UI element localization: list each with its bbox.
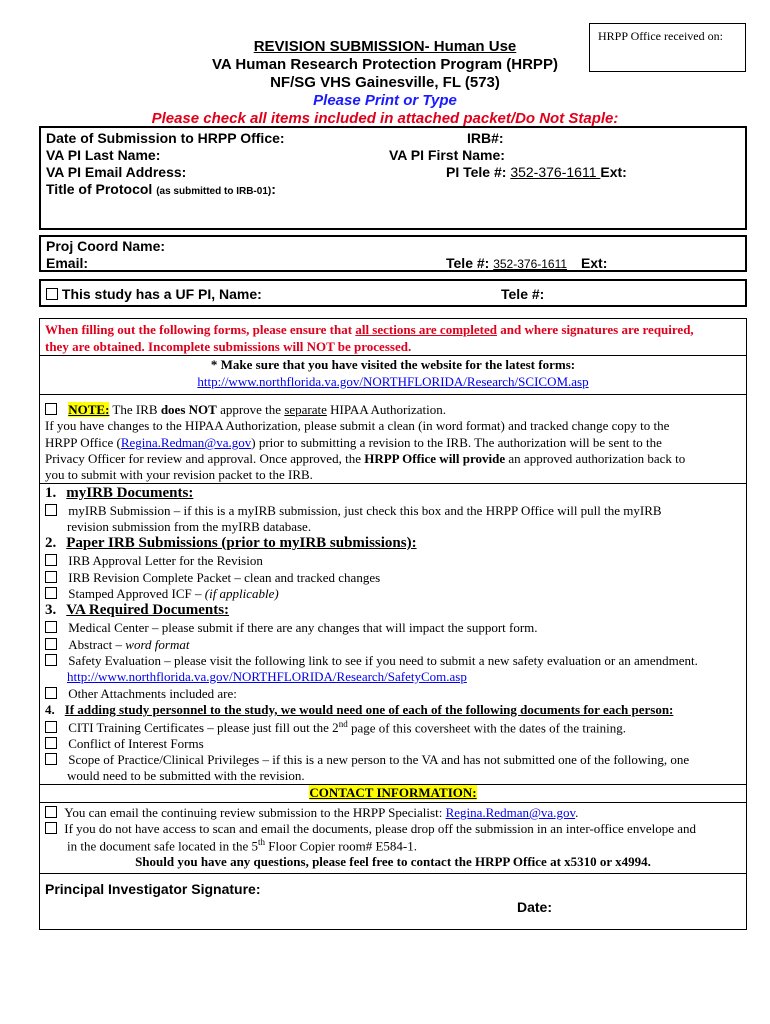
uf-pi-label: This study has a UF PI, Name: <box>61 286 262 302</box>
drop-off-cont: in the document safe located in the 5th Floor Copier room# E584-1. <box>67 837 417 854</box>
print-note: Please Print or Type <box>313 92 457 109</box>
scope-practice-row[interactable]: Scope of Practice/Clinical Privileges – if this is a new person to the VA and has not submitted one of the following, one <box>45 752 689 768</box>
pi-tele-row[interactable] <box>446 164 627 180</box>
redman-email-link[interactable]: Regina.Redman@va.gov <box>120 435 252 450</box>
section-3-heading: 3. VA Required Documents: <box>45 602 230 618</box>
email-submission-row[interactable]: You can email the continuing review submission to the HRPP Specialist: Regina.Redman@va.gov. <box>45 805 578 821</box>
uf-pi-box <box>39 279 747 307</box>
citi-training-checkbox[interactable] <box>45 721 57 733</box>
check-note: Please check all items included in attached packet/Do Not Staple: <box>151 110 619 127</box>
pi-email-label[interactable]: VA PI Email Address: <box>46 164 187 180</box>
website-note: * Make sure that you have visited the website for the latest forms: <box>210 357 576 372</box>
coord-tele-row[interactable] <box>446 255 607 271</box>
protocol-title-label: Title of Protocol <box>46 181 153 197</box>
safety-evaluation-checkbox[interactable] <box>45 654 57 666</box>
section-1-heading: 1. myIRB Documents: <box>45 485 194 501</box>
note-line-5: you to submit with your revision packet to the IRB. <box>45 467 313 482</box>
specialist-email-link[interactable]: Regina.Redman@va.gov <box>445 805 576 820</box>
all-sections-emphasis: all sections are completed <box>355 322 497 337</box>
uf-tele-label[interactable]: Tele #: <box>501 286 545 302</box>
irb-number-label[interactable]: IRB#: <box>467 130 504 146</box>
program-name: VA Human Research Protection Program (HRPP) <box>212 56 558 73</box>
pi-last-name-label[interactable]: VA PI Last Name: <box>46 147 161 163</box>
instructions-line-1: When filling out the following forms, please ensure that all sections are completed and where signatures are required, <box>45 322 694 337</box>
instructions-line-2: they are obtained. Incomplete submissions will NOT be processed. <box>45 339 412 354</box>
pi-ext-label: Ext: <box>600 164 627 180</box>
citi-training-row[interactable]: CITI Training Certificates – please just fill out the 2nd page of this coversheet with the dates of the training. <box>45 719 626 736</box>
abstract-checkbox[interactable] <box>45 638 57 650</box>
other-attachments-checkbox[interactable] <box>45 687 57 699</box>
irb-approval-letter-row[interactable]: IRB Approval Letter for the Revision <box>45 553 263 569</box>
scope-practice-checkbox[interactable] <box>45 753 57 765</box>
received-label: HRPP Office received on: <box>598 29 723 43</box>
protocol-title-sub: (as submitted to IRB-01) <box>156 186 272 197</box>
irb-revision-checkbox[interactable] <box>45 571 57 583</box>
coord-tele-value: 352-376-1611 <box>493 257 568 271</box>
signature-date-label[interactable]: Date: <box>517 899 553 915</box>
coord-email-label[interactable]: Email: <box>46 255 89 271</box>
safety-link[interactable]: http://www.northflorida.va.gov/NORTHFLORIDA/Research/SafetyCom.asp <box>67 669 467 684</box>
submission-date-label[interactable]: Date of Submission to HRPP Office: <box>46 130 285 146</box>
email-submission-checkbox[interactable] <box>45 806 57 818</box>
uf-pi-checkbox[interactable] <box>46 288 58 300</box>
contact-heading: CONTACT INFORMATION: <box>309 785 477 800</box>
safety-url-row <box>67 669 467 685</box>
pi-info-box <box>39 126 747 230</box>
pi-tele-label: PI Tele #: <box>446 164 507 180</box>
uf-pi-row[interactable] <box>46 286 262 302</box>
coord-tele-label: Tele #: <box>446 255 490 271</box>
irb-revision-packet-row[interactable]: IRB Revision Complete Packet – clean and tracked changes <box>45 570 380 586</box>
irb-approval-checkbox[interactable] <box>45 554 57 566</box>
safety-evaluation-row[interactable]: Safety Evaluation – please visit the following link to see if you need to submit a new safety evaluation or an amendment. <box>45 653 698 669</box>
location: NF/SG VHS Gainesville, FL (573) <box>270 74 500 91</box>
myirb-checkbox[interactable] <box>45 504 57 516</box>
drop-off-checkbox[interactable] <box>45 822 57 834</box>
hipaa-note-checkbox[interactable] <box>45 403 57 415</box>
note-line-4: Privacy Officer for review and approval. Once approved, the HRPP Office will provide an approved authorization back to <box>45 451 686 466</box>
hipaa-note-row[interactable]: NOTE: The IRB does NOT approve the separate HIPAA Authorization. <box>45 402 446 418</box>
questions-contact: Should you have any questions, please feel free to contact the HRPP Office at x5310 or x4994. <box>135 854 651 869</box>
note-line-3: HRPP Office (Regina.Redman@va.gov) prior to submitting a revision to the IRB. The authorization will be sent to the <box>45 435 662 450</box>
section-2-heading: 2. Paper IRB Submissions (prior to myIRB submissions): <box>45 535 417 551</box>
medical-center-row[interactable]: Medical Center – please submit if there are any changes that will impact the support form. <box>45 620 538 636</box>
website-link[interactable]: http://www.northflorida.va.gov/NORTHFLORIDA/Research/SCICOM.asp <box>197 374 589 389</box>
scope-practice-cont: would need to be submitted with the revision. <box>67 768 305 783</box>
form-title: REVISION SUBMISSION- Human Use <box>253 38 517 55</box>
coordinator-box <box>39 235 747 272</box>
other-attachments-row[interactable]: Other Attachments included are: <box>45 686 237 702</box>
contact-heading-wrap <box>40 785 746 801</box>
conflict-interest-checkbox[interactable] <box>45 737 57 749</box>
medical-center-checkbox[interactable] <box>45 621 57 633</box>
coord-ext-label: Ext: <box>580 255 608 271</box>
drop-off-row[interactable]: If you do not have access to scan and email the documents, please drop off the submission in an inter-office envelope and <box>45 821 696 837</box>
protocol-title-row[interactable]: Title of Protocol (as submitted to IRB-01): <box>46 181 276 197</box>
stamped-icf-checkbox[interactable] <box>45 587 57 599</box>
stamped-icf-row[interactable]: Stamped Approved ICF – (if applicable) <box>45 586 279 602</box>
website-url <box>40 374 746 390</box>
note-label: NOTE: <box>68 402 110 417</box>
note-line-2: If you have changes to the HIPAA Authorization, please submit a clean (in word format) and tracked change copy to the <box>45 418 670 433</box>
section-4-heading: 4. If adding study personnel to the study, we would need one of each of the following documents for each person: <box>45 702 674 717</box>
conflict-interest-row[interactable]: Conflict of Interest Forms <box>45 736 204 752</box>
checklist-box <box>39 318 747 930</box>
pi-first-name-label[interactable]: VA PI First Name: <box>389 147 505 163</box>
myirb-submission-cont: revision submission from the myIRB database. <box>67 519 312 534</box>
pi-signature-label[interactable]: Principal Investigator Signature: <box>45 881 261 897</box>
coord-name-label[interactable]: Proj Coord Name: <box>46 238 166 254</box>
pi-tele-value: 352-376-1611 <box>510 164 601 180</box>
abstract-row[interactable]: Abstract – word format <box>45 637 189 653</box>
myirb-submission-row[interactable]: myIRB Submission – if this is a myIRB submission, just check this box and the HRPP Office will pull the myIRB <box>45 503 662 519</box>
